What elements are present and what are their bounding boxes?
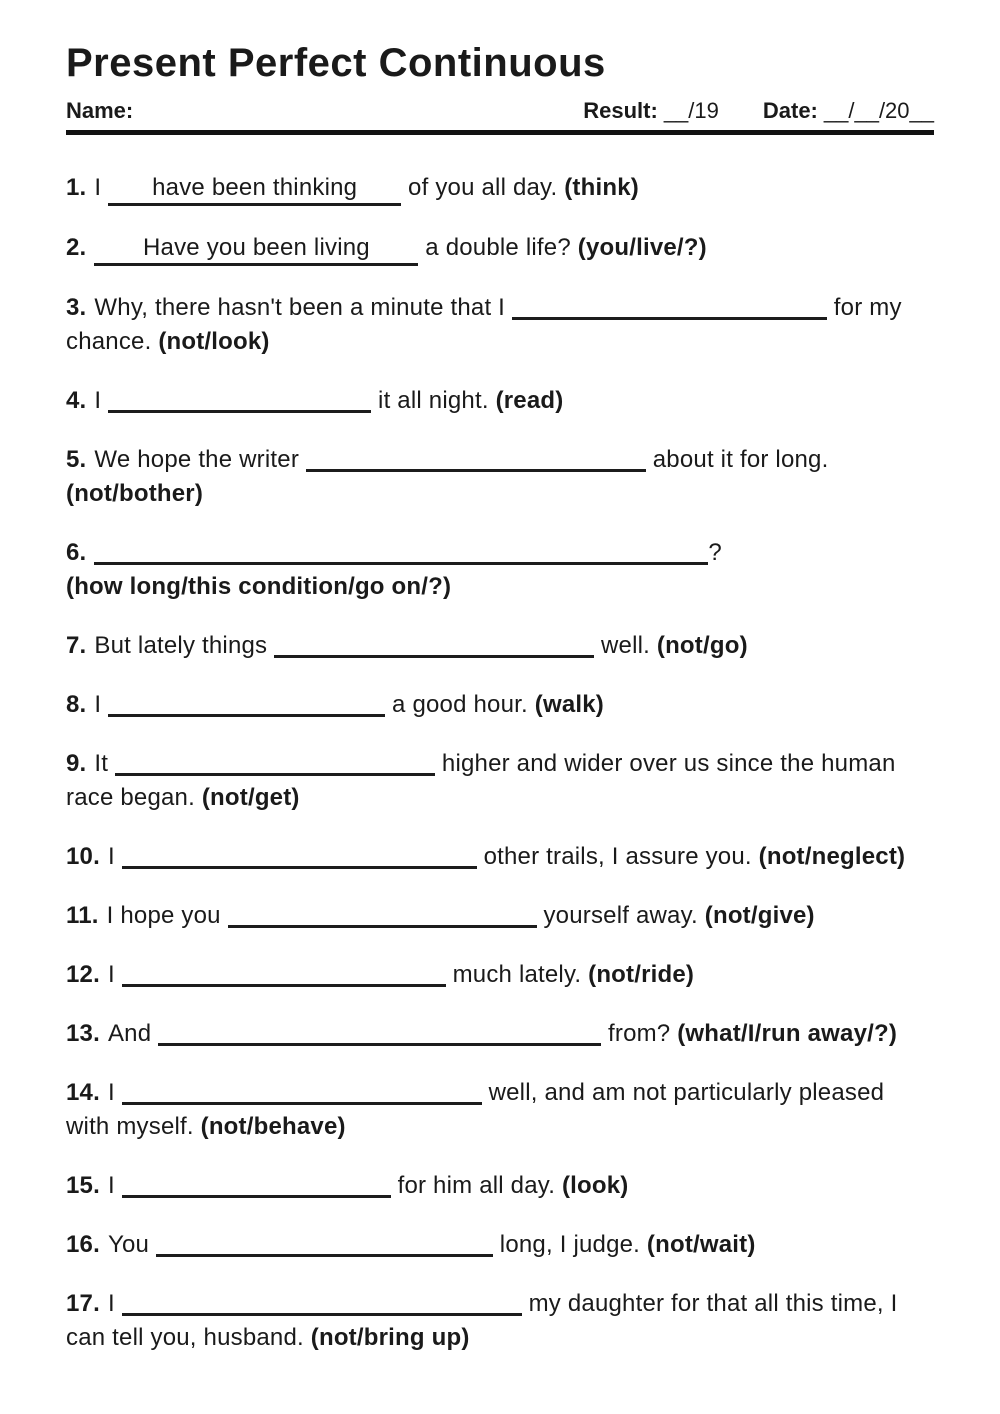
question-number: 9. [66,750,87,777]
verb-hint: (not/get) [201,784,300,811]
question-number: 1. [66,174,87,201]
verb-hint: (not/give) [704,902,815,929]
question-6 [66,536,934,604]
question-text: from? [601,1020,678,1047]
question-number: 12. [66,961,100,988]
question-number: 16. [66,1231,100,1258]
verb-hint: (not/bother) [66,480,204,507]
verb-hint: (not/behave) [200,1113,346,1140]
question-text: I [107,1172,122,1199]
result-label: Result: [583,98,658,123]
question-15 [66,1169,934,1203]
question-number: 11. [66,902,99,929]
meta-row [66,98,934,124]
questions [66,171,934,1355]
question-number: 7. [66,632,87,659]
question-text: a double life? [418,234,578,261]
answer-blank [274,653,594,658]
question-text: of you all day. [401,174,565,201]
question-14 [66,1076,934,1144]
question-text: for him all day. [390,1172,562,1199]
question-text: I [94,387,109,414]
question-text: But lately things [94,632,275,659]
answer-blank [108,712,385,717]
question-text: race began. [66,784,202,811]
name-label: Name: [66,98,134,123]
filled-answer: have been thinking [108,173,401,206]
question-number: 8. [66,691,87,718]
question-text: I [94,174,109,201]
question-text: higher and wider over us since the human [435,750,896,777]
question-7 [66,629,934,663]
answer-blank [122,1193,391,1198]
question-text: for my [826,294,902,321]
question-12 [66,958,934,992]
question-text: my daughter for that all this time, I [521,1290,898,1317]
verb-hint: (how long/this condition/go on/?) [66,573,452,600]
question-13 [66,1017,934,1051]
verb-hint: (not/look) [158,328,270,355]
verb-hint: (not/wait) [646,1231,756,1258]
question-text: long, I judge. [492,1231,647,1258]
question-17 [66,1287,934,1355]
date-label: Date: [762,98,818,123]
filled-answer: Have you been living [94,233,418,266]
answer-blank [122,982,446,987]
answer-blank [158,1041,601,1046]
question-text: it all night. [371,387,496,414]
verb-hint: (look) [561,1172,629,1199]
name-field [66,98,133,124]
answer-blank [122,864,477,869]
question-number: 13. [66,1020,100,1047]
answer-blank [512,315,827,320]
answer-blank [228,923,537,928]
answer-blank [115,771,435,776]
question-text: much lately. [445,961,589,988]
answer-blank [122,1100,482,1105]
question-number: 14. [66,1079,100,1106]
question-text: I [107,1290,122,1317]
result-value: __/19 [663,98,719,123]
verb-hint: (not/neglect) [758,843,906,870]
date-field [763,98,934,124]
question-text: I [107,1079,122,1106]
question-text: well, and am not particularly pleased [481,1079,885,1106]
question-16 [66,1228,934,1262]
question-text: about it for long. [645,446,829,473]
question-text: It [94,750,116,777]
answer-blank [108,408,371,413]
question-text: And [107,1020,159,1047]
question-9 [66,747,934,815]
question-number: 3. [66,294,87,321]
question-text: with myself. [66,1113,201,1140]
question-text: can tell you, husband. [66,1324,311,1351]
answer-blank [122,1311,522,1316]
question-text: I [94,691,109,718]
question-11 [66,899,934,933]
question-10 [66,840,934,874]
question-text: other trails, I assure you. [476,843,759,870]
question-4 [66,384,934,418]
question-text: We hope the writer [94,446,306,473]
question-text: I [107,843,122,870]
question-number: 2. [66,234,87,261]
question-number: 17. [66,1290,100,1317]
question-5 [66,443,934,511]
question-number: 15. [66,1172,100,1199]
question-1 [66,171,934,206]
question-text: well. [594,632,657,659]
verb-hint: (you/live/?) [577,234,707,261]
question-3 [66,291,934,359]
answer-blank [156,1252,493,1257]
question-number: 5. [66,446,87,473]
verb-hint: (read) [495,387,564,414]
question-text: chance. [66,328,159,355]
question-text: I hope you [106,902,228,929]
verb-hint: (think) [564,174,639,201]
question-text: ? [708,539,722,566]
page-title: Present Perfect Continuous [66,41,606,85]
question-text: I [107,961,122,988]
date-value: __/__/20__ [823,98,934,123]
question-number: 4. [66,387,87,414]
question-text: a good hour. [385,691,535,718]
question-text: yourself away. [536,902,705,929]
question-text: Why, there hasn't been a minute that I [94,294,512,321]
verb-hint: (not/bring up) [310,1324,470,1351]
question-number: 10. [66,843,100,870]
header-divider [66,130,934,135]
verb-hint: (not/ride) [588,961,695,988]
verb-hint: (not/go) [656,632,748,659]
verb-hint: (walk) [534,691,604,718]
answer-blank [306,467,646,472]
answer-blank [94,560,708,565]
question-number: 6. [66,539,87,566]
verb-hint: (what/I/run away/?) [677,1020,898,1047]
result-field [583,98,719,124]
question-text: You [107,1231,156,1258]
question-8 [66,688,934,722]
question-2 [66,231,934,266]
